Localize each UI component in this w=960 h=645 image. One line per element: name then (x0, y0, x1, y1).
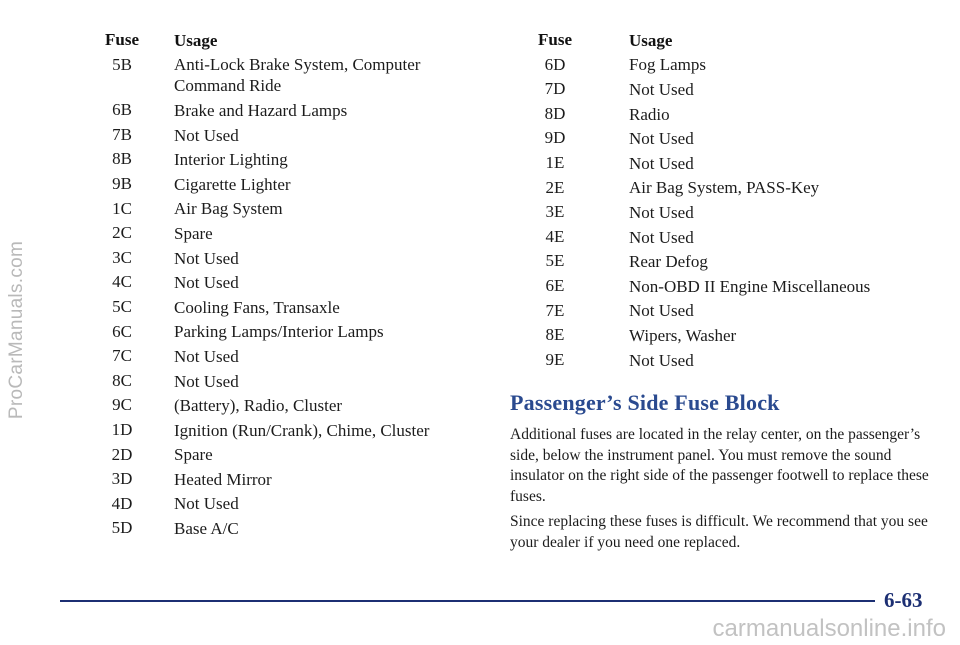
right-table-header (515, 28, 935, 53)
table-row (70, 270, 490, 295)
fuse-usage: Not Used (629, 153, 694, 173)
table-row (515, 102, 935, 127)
fuse-id: 3E (545, 202, 565, 222)
fuse-id: 1C (112, 198, 132, 218)
right-header-fuse: Fuse (538, 30, 572, 49)
bottom-watermark: carmanualsonline.info (712, 615, 946, 642)
table-row (70, 467, 490, 492)
fuse-id: 2D (111, 444, 133, 464)
table-row (515, 299, 935, 324)
fuse-usage: Non-OBD II Engine Miscellaneous (629, 276, 871, 296)
fuse-usage: Base A/C (174, 519, 239, 539)
fuse-id: 6D (544, 54, 566, 74)
footer-rule (60, 600, 875, 602)
fuse-usage: Not Used (629, 129, 694, 149)
left-header-usage: Usage (174, 30, 218, 50)
fuse-id: 6C (112, 321, 132, 341)
left-table-rows (70, 53, 490, 541)
table-row (70, 320, 490, 345)
fuse-usage: Spare (174, 445, 213, 465)
table-row (70, 344, 490, 369)
fuse-usage: Not Used (629, 79, 694, 99)
fuse-usage: Cooling Fans, Transaxle (174, 297, 340, 317)
fuse-usage: Not Used (629, 227, 694, 247)
table-row (515, 348, 935, 373)
fuse-id: 3C (112, 247, 132, 267)
fuse-usage: Interior Lighting (174, 150, 288, 170)
table-row (70, 221, 490, 246)
fuse-id: 2C (112, 223, 132, 243)
table-row (70, 123, 490, 148)
fuse-id: 8D (544, 103, 566, 123)
fuse-id: 9E (545, 349, 565, 369)
fuse-id: 9B (112, 173, 132, 193)
left-fuse-table (70, 28, 490, 541)
fuse-usage: Parking Lamps/Interior Lamps (174, 322, 384, 342)
fuse-id: 9C (112, 395, 132, 415)
table-row (515, 274, 935, 299)
fuse-usage: (Battery), Radio, Cluster (174, 396, 343, 416)
fuse-id: 4C (112, 272, 132, 292)
table-row (515, 323, 935, 348)
fuse-id: 7C (112, 346, 132, 366)
fuse-usage: Not Used (629, 202, 694, 222)
fuse-id: 1E (545, 152, 565, 172)
right-header-usage: Usage (629, 30, 673, 50)
fuse-usage: Not Used (174, 125, 239, 145)
fuse-usage: Not Used (174, 494, 239, 514)
table-row (70, 98, 490, 123)
table-row (70, 443, 490, 468)
table-row (515, 77, 935, 102)
table-row (515, 151, 935, 176)
table-row (70, 53, 490, 99)
fuse-id: 5E (545, 251, 565, 271)
fuse-id: 4E (545, 226, 565, 246)
fuse-id: 7B (112, 124, 132, 144)
section-heading: Passenger’s Side Fuse Block (510, 390, 780, 415)
fuse-usage: Not Used (629, 301, 694, 321)
right-fuse-table (515, 28, 935, 372)
table-row (515, 200, 935, 225)
fuse-id: 8C (112, 370, 132, 390)
fuse-id: 5D (111, 518, 133, 538)
table-row (70, 418, 490, 443)
fuse-usage: Fog Lamps (629, 55, 706, 75)
fuse-id: 8B (112, 149, 132, 169)
section-paragraph-2: Since replacing these fuses is difficult. We recommend that you see your dealer if you need one replaced. (510, 513, 928, 551)
table-row (515, 176, 935, 201)
fuse-id: 5C (112, 296, 132, 316)
fuse-usage: Not Used (174, 273, 239, 293)
fuse-id: 7D (544, 79, 566, 99)
fuse-usage: Air Bag System (174, 199, 283, 219)
right-table-rows (515, 53, 935, 373)
table-row (515, 249, 935, 274)
fuse-usage: Not Used (174, 371, 239, 391)
fuse-id: 5B (112, 54, 132, 74)
table-row (70, 492, 490, 517)
fuse-usage: Heated Mirror (174, 469, 272, 489)
fuse-usage: Brake and Hazard Lamps (174, 100, 348, 120)
fuse-id: 9D (544, 128, 566, 148)
table-row (515, 126, 935, 151)
fuse-usage: Air Bag System, PASS-Key (629, 178, 820, 198)
fuse-id: 6B (112, 100, 132, 120)
left-header-fuse: Fuse (105, 30, 139, 49)
fuse-usage: Rear Defog (629, 252, 708, 272)
fuse-usage: Ignition (Run/Crank), Chime, Cluster (174, 420, 430, 440)
table-row (70, 393, 490, 418)
fuse-id: 7E (545, 300, 565, 320)
table-row (70, 246, 490, 271)
side-watermark-text: ProCarManuals.com (6, 240, 27, 420)
table-row (70, 516, 490, 541)
fuse-usage: Anti-Lock Brake System, Computer Command Ride (174, 55, 421, 96)
side-watermark (2, 180, 32, 480)
left-table-header (70, 28, 490, 53)
fuse-usage: Spare (174, 223, 213, 243)
fuse-usage: Not Used (174, 346, 239, 366)
fuse-usage: Not Used (629, 350, 694, 370)
table-row (70, 197, 490, 222)
table-row (70, 172, 490, 197)
fuse-id: 3D (111, 469, 133, 489)
table-row (515, 225, 935, 250)
fuse-usage: Wipers, Washer (629, 325, 737, 345)
fuse-id: 6E (545, 275, 565, 295)
section-paragraph-1: Additional fuses are located in the relay center, on the passenger’s side, below the instrument panel. You must remove the sound insulator on the right side of the passenger footwell to replace these fuses. (510, 426, 929, 505)
fuse-id: 2E (545, 177, 565, 197)
table-row (515, 53, 935, 78)
fuse-usage: Radio (629, 104, 670, 124)
fuse-id: 1D (111, 419, 133, 439)
table-row (70, 147, 490, 172)
fuse-usage: Not Used (174, 248, 239, 268)
table-row (70, 295, 490, 320)
fuse-usage: Cigarette Lighter (174, 174, 291, 194)
fuse-id: 4D (111, 493, 133, 513)
table-row (70, 369, 490, 394)
page-number: 6-63 (884, 588, 923, 612)
fuse-id: 8E (545, 325, 565, 345)
